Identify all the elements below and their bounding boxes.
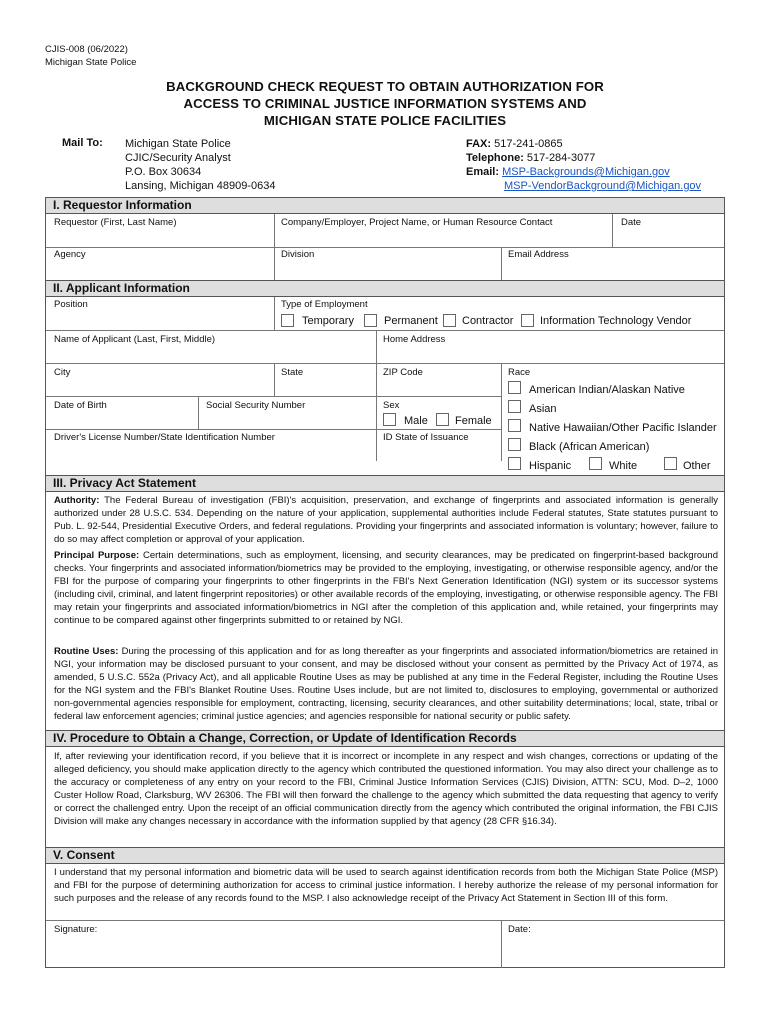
dob-label: Date of Birth	[54, 400, 107, 411]
consent-text: I understand that my personal information and biometric data will be used to search against identification records from both the Michigan State Police (MSP) and FBI for the purpose of determining authorization for access to criminal justice information. I hereby authorize the release of my personal information for such purposes and the release of any records found to the MSP. I also acknowledge receipt of the Privacy Act Statement in Section III of this form.	[54, 867, 718, 904]
race-white-label: White	[609, 460, 638, 472]
zip-label: ZIP Code	[383, 367, 423, 378]
race-other-checkbox[interactable]	[664, 457, 677, 470]
section-2-header: II. Applicant Information	[46, 280, 724, 297]
authority-paragraph	[54, 494, 718, 546]
divider	[198, 396, 199, 429]
divider	[612, 214, 613, 247]
temporary-checkbox[interactable]	[281, 314, 294, 327]
race-hispanic-checkbox[interactable]	[508, 457, 521, 470]
contact-info	[466, 137, 701, 193]
race-black-checkbox[interactable]	[508, 438, 521, 451]
division-label: Division	[281, 249, 315, 260]
race-pacific-islander-checkbox[interactable]	[508, 419, 521, 432]
section-5-header: V. Consent	[46, 847, 724, 864]
title-line-2: ACCESS TO CRIMINAL JUSTICE INFORMATION SYSTEMS AND	[183, 96, 587, 111]
routine-uses-text: During the processing of this application and for as long thereafter as your fingerprints and associated information/biometrics are retained in NGI, your information may be disclosed pursuant to your consent, and may be disclosed without your consent as permitted by the Privacy Act of 1974, as amended, 5 U.S.C. 552a (Privacy Act), and all applicable Routine Uses as may be published at any time in the Federal Register, including the Routine Uses for the NGI system and the FBI's Blanket Routine Uses. Routine Uses include, but are not limited to, disclosures to employing, governmental or authorized non-governmental agencies responsible for employment, contracting, licensing, security clearances, and other suitability determinations; local, state, tribal or federal law enforcement agencies; criminal justice agencies; and agencies responsible for national security or public safety.	[54, 646, 718, 722]
authority-text: The Federal Bureau of investigation (FBI)'s acquisition, preservation, and exchange of fingerprints and associated information is generally authorized under 28 U.S.C. 534. Depending on the nature of your application, supplemental authorities include Federal statutes, State statutes pursuant to Pub. L. 92-544, Presidential Executive Orders, and federal regulations. Providing your fingerprints and associated information is voluntary; however, failure to do so may affect completion or approval of your application.	[54, 495, 719, 545]
section-1-header: I. Requestor Information	[46, 197, 724, 214]
sex-label: Sex	[383, 400, 400, 411]
email-link-vendor[interactable]: MSP-VendorBackground@Michigan.gov	[504, 180, 702, 192]
applicant-name-label: Name of Applicant (Last, First, Middle)	[54, 334, 216, 345]
mailing-address	[125, 137, 275, 193]
divider	[501, 363, 502, 461]
drivers-license-label: Driver's License Number/State Identification Number	[54, 432, 275, 443]
id-state-label: ID State of Issuance	[383, 432, 469, 443]
divider	[46, 429, 501, 430]
form-header-small	[45, 43, 136, 69]
permanent-checkbox[interactable]	[364, 314, 377, 327]
divider	[46, 363, 724, 364]
divider	[46, 247, 724, 248]
email-address-label: Email Address	[508, 249, 569, 260]
divider	[501, 920, 502, 968]
principal-purpose-paragraph	[54, 549, 718, 627]
signature-label: Signature:	[54, 924, 98, 935]
race-american-indian-label: American Indian/Alaskan Native	[529, 384, 685, 396]
divider	[46, 396, 501, 397]
address-line-4: Lansing, Michigan 48909-0634	[125, 180, 276, 192]
address-line-3: P.O. Box 30634	[125, 166, 202, 178]
principal-purpose-label: Principal Purpose:	[54, 550, 140, 561]
it-vendor-checkbox[interactable]	[521, 314, 534, 327]
type-employment-label: Type of Employment	[281, 299, 368, 310]
sex-female-checkbox[interactable]	[436, 413, 449, 426]
it-vendor-label: Information Technology Vendor	[540, 315, 692, 327]
race-black-label: Black (African American)	[529, 441, 650, 453]
form-body	[45, 197, 725, 968]
routine-uses-label: Routine Uses:	[54, 646, 119, 657]
race-american-indian-checkbox[interactable]	[508, 381, 521, 394]
divider	[46, 920, 724, 921]
section-3-header: III. Privacy Act Statement	[46, 475, 724, 492]
race-other-label: Other	[683, 460, 711, 472]
race-asian-label: Asian	[529, 403, 557, 415]
position-label: Position	[54, 299, 88, 310]
fax-number: 517-241-0865	[494, 138, 563, 150]
city-label: City	[54, 367, 71, 378]
section-4-header: IV. Procedure to Obtain a Change, Correction, or Update of Identification Records	[46, 730, 724, 747]
requestor-name-label: Requestor (First, Last Name)	[54, 217, 177, 228]
divider	[274, 297, 275, 330]
temporary-label: Temporary	[302, 315, 354, 327]
title-line-1: BACKGROUND CHECK REQUEST TO OBTAIN AUTHORIZATION FOR	[166, 79, 604, 94]
divider	[274, 363, 275, 396]
email-label: Email:	[466, 166, 500, 178]
address-line-1: Michigan State Police	[125, 138, 231, 150]
race-hispanic-label: Hispanic	[529, 460, 572, 472]
telephone-label: Telephone:	[466, 152, 524, 164]
sex-male-label: Male	[404, 415, 428, 427]
race-asian-checkbox[interactable]	[508, 400, 521, 413]
company-label: Company/Employer, Project Name, or Human Resource Contact	[281, 217, 553, 228]
form-title	[60, 78, 710, 129]
divider	[46, 330, 724, 331]
mail-to-label: Mail To:	[62, 137, 103, 149]
procedure-text: If, after reviewing your identification record, if you believe that it is incorrect or incomplete in any respect and wish changes, corrections or updating of the alleged deficiency, you should make application directly to the agency which contributed the questioned information. You may also direct your challenge as to the accuracy or completeness of any entry on your record to the FBI, Criminal Justice Information Services (CJIS) Division, ATTN: SCU, Mod. D–2, 1000 Custer Hollow Road, Clarksburg, WV 26306. The FBI will then forward the challenge to the agency which submitted the data requesting that agency to verify or correct the challenged entry. Upon the receipt of an official communication directly from the agency which contributed the original information, the FBI CJIS Division will make any changes necessary in accordance with the information supplied by that agency (28 CFR §16.34).	[54, 751, 718, 827]
race-pacific-islander-label: Native Hawaiian/Other Pacific Islander	[529, 422, 717, 434]
divider	[501, 247, 502, 280]
agency-label: Agency	[54, 249, 86, 260]
sex-female-label: Female	[455, 415, 492, 427]
telephone-number: 517-284-3077	[526, 152, 596, 164]
email-link-backgrounds[interactable]: MSP-Backgrounds@Michigan.gov	[502, 166, 670, 178]
fax-label: FAX:	[466, 138, 492, 150]
home-address-label: Home Address	[383, 334, 446, 345]
routine-uses-paragraph	[54, 645, 718, 738]
ssn-label: Social Security Number	[206, 400, 306, 411]
race-white-checkbox[interactable]	[589, 457, 602, 470]
consent-date-label: Date:	[508, 924, 531, 935]
contractor-checkbox[interactable]	[443, 314, 456, 327]
title-line-3: MICHIGAN STATE POLICE FACILITIES	[263, 113, 507, 128]
sex-male-checkbox[interactable]	[383, 413, 396, 426]
permanent-label: Permanent	[384, 315, 438, 327]
agency-name: Michigan State Police	[45, 57, 137, 68]
form-id: CJIS-008 (06/2022)	[45, 44, 128, 55]
state-label: State	[281, 367, 304, 378]
principal-purpose-text: Certain determinations, such as employment, licensing, and security clearances, may be predicated on fingerprint-based background checks. Your fingerprints and associated information/biometrics may be provided to the employing, investigating, or otherwise responsible agency, and/or the FBI for the purpose of comparing your fingerprints to other fingerprints in the FBI's Next Generation Identification (NGI) system or its successor systems (including civil, criminal, and latent fingerprint repositories) or other available records of the employing, investigating, or otherwise responsible agency. The FBI may retain your fingerprints and associated information/biometrics in NGI after the completion of this application and, while retained, your fingerprints may continue to be compared against other fingerprints submitted to or retained by NGI.	[54, 550, 718, 626]
contractor-label: Contractor	[462, 315, 514, 327]
authority-label: Authority:	[54, 495, 100, 506]
race-label: Race	[508, 367, 531, 378]
date-label: Date	[621, 217, 642, 228]
address-line-2: CJIC/Security Analyst	[125, 152, 231, 164]
